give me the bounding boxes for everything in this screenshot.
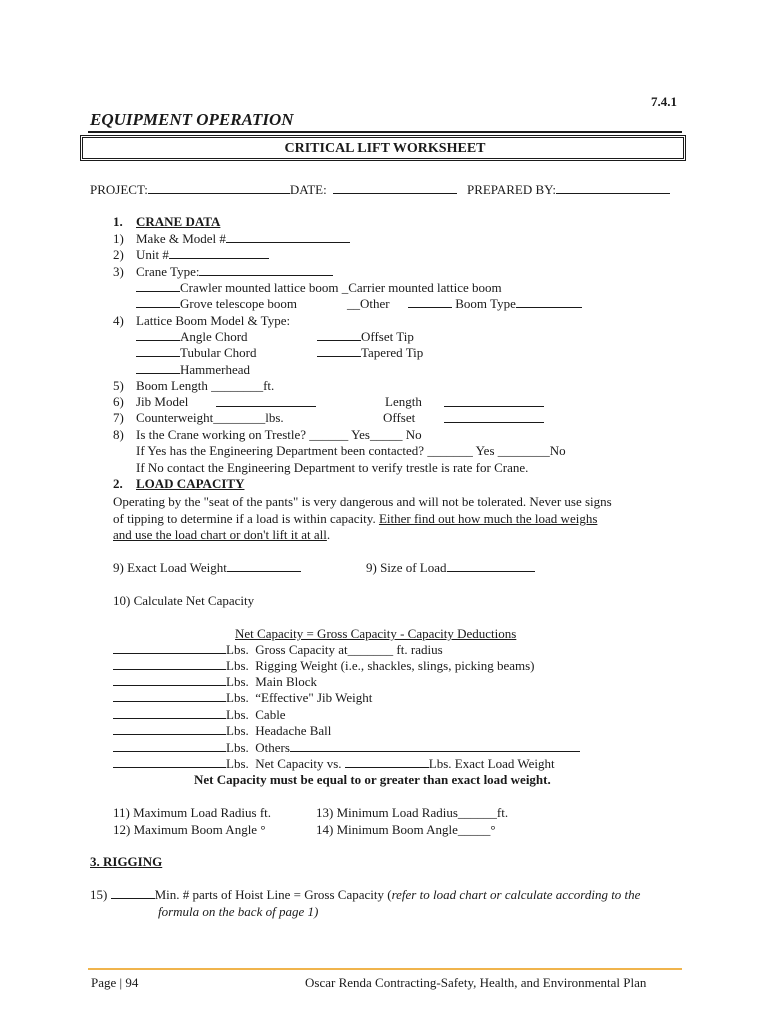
row-label: Net Capacity vs.	[255, 756, 345, 771]
warning-underlined-text: and use the load chart or don't lift it at all	[113, 527, 327, 542]
offset-field[interactable]	[444, 422, 544, 423]
tubular-chord-checkline[interactable]	[136, 345, 180, 357]
grove-checkline[interactable]	[136, 296, 180, 308]
crane-type-item	[136, 264, 333, 280]
engineering-contact-question: If Yes has the Engineering Department been contacted? _______ Yes ________No	[136, 443, 566, 458]
capacity-row	[113, 740, 580, 756]
hoist-line-italic-note: refer to load chart or calculate according to the	[391, 887, 641, 902]
compare-load-field[interactable]	[345, 756, 429, 768]
crane-type-option-row-1	[136, 280, 502, 296]
jib-model-field[interactable]	[216, 406, 316, 407]
other-option: __Other	[347, 296, 390, 311]
trestle-instruction: If No contact the Engineering Department to verify trestle is rate for Crane.	[136, 460, 529, 475]
boom-type-option	[408, 296, 582, 312]
unit-label: Lbs.	[226, 674, 249, 689]
item-number: 4)	[113, 313, 124, 328]
crawler-checkline[interactable]	[136, 280, 180, 292]
tapered-tip-label: Tapered Tip	[361, 345, 424, 360]
crane-type-field[interactable]	[199, 264, 333, 276]
unit-label: Unit #	[136, 247, 169, 262]
size-of-load-label: 9) Size of Load	[366, 560, 447, 575]
length-field[interactable]	[444, 406, 544, 407]
crane-type-option-row-2	[136, 296, 297, 312]
hoist-line-label: Min. # parts of Hoist Line = Gross Capacity (	[154, 887, 392, 902]
angle-chord-option	[136, 329, 248, 345]
angle-chord-checkline[interactable]	[136, 329, 180, 341]
capacity-row	[113, 707, 286, 723]
unit-label: Lbs.	[226, 690, 249, 705]
prepared-by-field[interactable]	[556, 182, 670, 194]
row-label: Headache Ball	[255, 723, 332, 738]
section-number: 7.4.1	[651, 94, 677, 109]
unit-label: Lbs.	[226, 740, 249, 755]
unit-field[interactable]	[169, 247, 269, 259]
offset-tip-option	[317, 329, 414, 345]
grove-label: Grove telescope boom	[180, 296, 297, 311]
length-label: Length	[385, 394, 422, 409]
warning-period: .	[326, 527, 331, 542]
others-description-field[interactable]	[290, 740, 580, 752]
jib-model-label: Jib Model	[136, 394, 189, 409]
main-block-field[interactable]	[113, 674, 226, 686]
max-load-radius: 11) Maximum Load Radius ft.	[113, 805, 272, 820]
offset-tip-label: Offset Tip	[361, 329, 414, 344]
warning-text: of tipping to determine if a load is within capacity.	[113, 511, 379, 526]
unit-label: Lbs.	[226, 707, 249, 722]
net-capacity-note: Net Capacity must be equal to or greater than exact load weight.	[194, 772, 551, 787]
unit-label: Lbs.	[226, 658, 249, 673]
crane-type-label: Crane Type:	[136, 264, 200, 279]
boom-type-checkline[interactable]	[408, 296, 452, 308]
warning-paragraph-line-1: Operating by the "seat of the pants" is very dangerous and will not be tolerated. Never use signs	[113, 494, 612, 509]
tubular-chord-option	[136, 345, 256, 361]
capacity-row	[113, 723, 331, 739]
project-line	[90, 182, 670, 198]
tapered-tip-option	[317, 345, 423, 361]
item-number: 15)	[90, 887, 108, 902]
load-capacity-heading: LOAD CAPACITY	[136, 476, 245, 491]
exact-load-weight-compare-label: Lbs. Exact Load Weight	[428, 756, 555, 771]
offset-label: Offset	[383, 410, 416, 425]
jib-weight-field[interactable]	[113, 690, 226, 702]
footer-rule	[88, 968, 682, 970]
size-of-load-item	[366, 560, 535, 576]
warning-paragraph-line-3	[113, 527, 330, 543]
item-number: 5)	[113, 378, 124, 393]
cable-field[interactable]	[113, 707, 226, 719]
calculate-net-capacity: 10) Calculate Net Capacity	[113, 593, 255, 608]
exact-load-weight-field[interactable]	[227, 560, 301, 572]
crane-data-heading: CRANE DATA	[136, 214, 221, 229]
row-label: Gross Capacity at_______ ft. radius	[255, 642, 443, 657]
max-boom-angle: 12) Maximum Boom Angle °	[113, 822, 266, 837]
page-title: EQUIPMENT OPERATION	[90, 110, 294, 129]
net-capacity-formula: Net Capacity = Gross Capacity - Capacity Deductions	[235, 626, 517, 641]
prepared-by-label: PREPARED BY:	[466, 182, 556, 197]
warning-paragraph-line-2	[113, 511, 597, 527]
make-model-item	[136, 231, 350, 247]
unit-label: Lbs.	[226, 723, 249, 738]
project-label: PROJECT:	[90, 182, 148, 197]
date-field[interactable]	[333, 182, 457, 194]
tubular-chord-label: Tubular Chord	[180, 345, 257, 360]
rigging-heading: 3. RIGGING	[90, 854, 163, 869]
headache-ball-field[interactable]	[113, 723, 226, 735]
exact-load-weight-item	[113, 560, 301, 576]
make-model-field[interactable]	[226, 231, 350, 243]
exact-load-weight-label: 9) Exact Load Weight	[113, 560, 227, 575]
load-capacity-heading-number: 2.	[113, 476, 123, 491]
item-number: 3)	[113, 264, 124, 279]
boom-type-label: Boom Type	[455, 296, 516, 311]
size-of-load-field[interactable]	[447, 560, 535, 572]
item-number: 2)	[113, 247, 124, 262]
item-number: 8)	[113, 427, 124, 442]
boom-type-field[interactable]	[516, 296, 582, 308]
row-label: Rigging Weight (i.e., shackles, slings, picking beams)	[255, 658, 535, 673]
item-number: 6)	[113, 394, 124, 409]
crane-type-options-a: Crawler mounted lattice boom _Carrier mounted lattice boom	[180, 280, 502, 295]
title-rule	[88, 131, 682, 133]
capacity-row	[113, 690, 372, 706]
row-label: Main Block	[255, 674, 317, 689]
capacity-row	[113, 642, 443, 658]
warning-underlined-text: Either find out how much the load weighs	[378, 511, 598, 526]
item-number: 1)	[113, 231, 124, 246]
row-label: “Effective" Jib Weight	[255, 690, 373, 705]
rigging-weight-field[interactable]	[113, 658, 226, 670]
hoist-line-note-continued: formula on the back of page 1)	[158, 904, 319, 919]
hoist-line-item	[90, 887, 640, 903]
row-label: Others	[255, 740, 290, 755]
date-label: DATE:	[289, 182, 327, 197]
others-field[interactable]	[113, 740, 226, 752]
project-field[interactable]	[148, 182, 290, 194]
min-load-radius: 13) Minimum Load Radius______ft.	[316, 805, 509, 820]
unit-label: Lbs.	[226, 756, 249, 771]
tapered-tip-checkline[interactable]	[317, 345, 361, 357]
hammerhead-option	[136, 362, 250, 378]
capacity-row	[113, 674, 317, 690]
worksheet-title: CRITICAL LIFT WORKSHEET	[284, 141, 486, 156]
angle-chord-label: Angle Chord	[180, 329, 248, 344]
lattice-boom-label: Lattice Boom Model & Type:	[136, 313, 291, 328]
unit-label: Lbs.	[226, 642, 249, 657]
row-label: Cable	[255, 707, 286, 722]
net-capacity-field[interactable]	[113, 756, 226, 768]
trestle-question: Is the Crane working on Trestle? ______ Yes_____ No	[136, 427, 422, 442]
gross-capacity-field[interactable]	[113, 642, 226, 654]
crane-data-heading-number: 1.	[113, 214, 123, 229]
make-model-label: Make & Model #	[136, 231, 226, 246]
footer-organization: Oscar Renda Contracting-Safety, Health, and Environmental Plan	[305, 975, 647, 990]
unit-item	[136, 247, 269, 263]
page-number: Page | 94	[91, 975, 139, 990]
offset-tip-checkline[interactable]	[317, 329, 361, 341]
counterweight-item: Counterweight________lbs.	[136, 410, 284, 425]
boom-length-item: Boom Length ________ft.	[136, 378, 275, 393]
hammerhead-checkline[interactable]	[136, 362, 180, 374]
hoist-line-field[interactable]	[111, 887, 155, 899]
item-number: 7)	[113, 410, 124, 425]
capacity-row	[113, 658, 535, 674]
min-boom-angle: 14) Minimum Boom Angle_____°	[316, 822, 496, 837]
hammerhead-label: Hammerhead	[180, 362, 251, 377]
capacity-row	[113, 756, 555, 772]
